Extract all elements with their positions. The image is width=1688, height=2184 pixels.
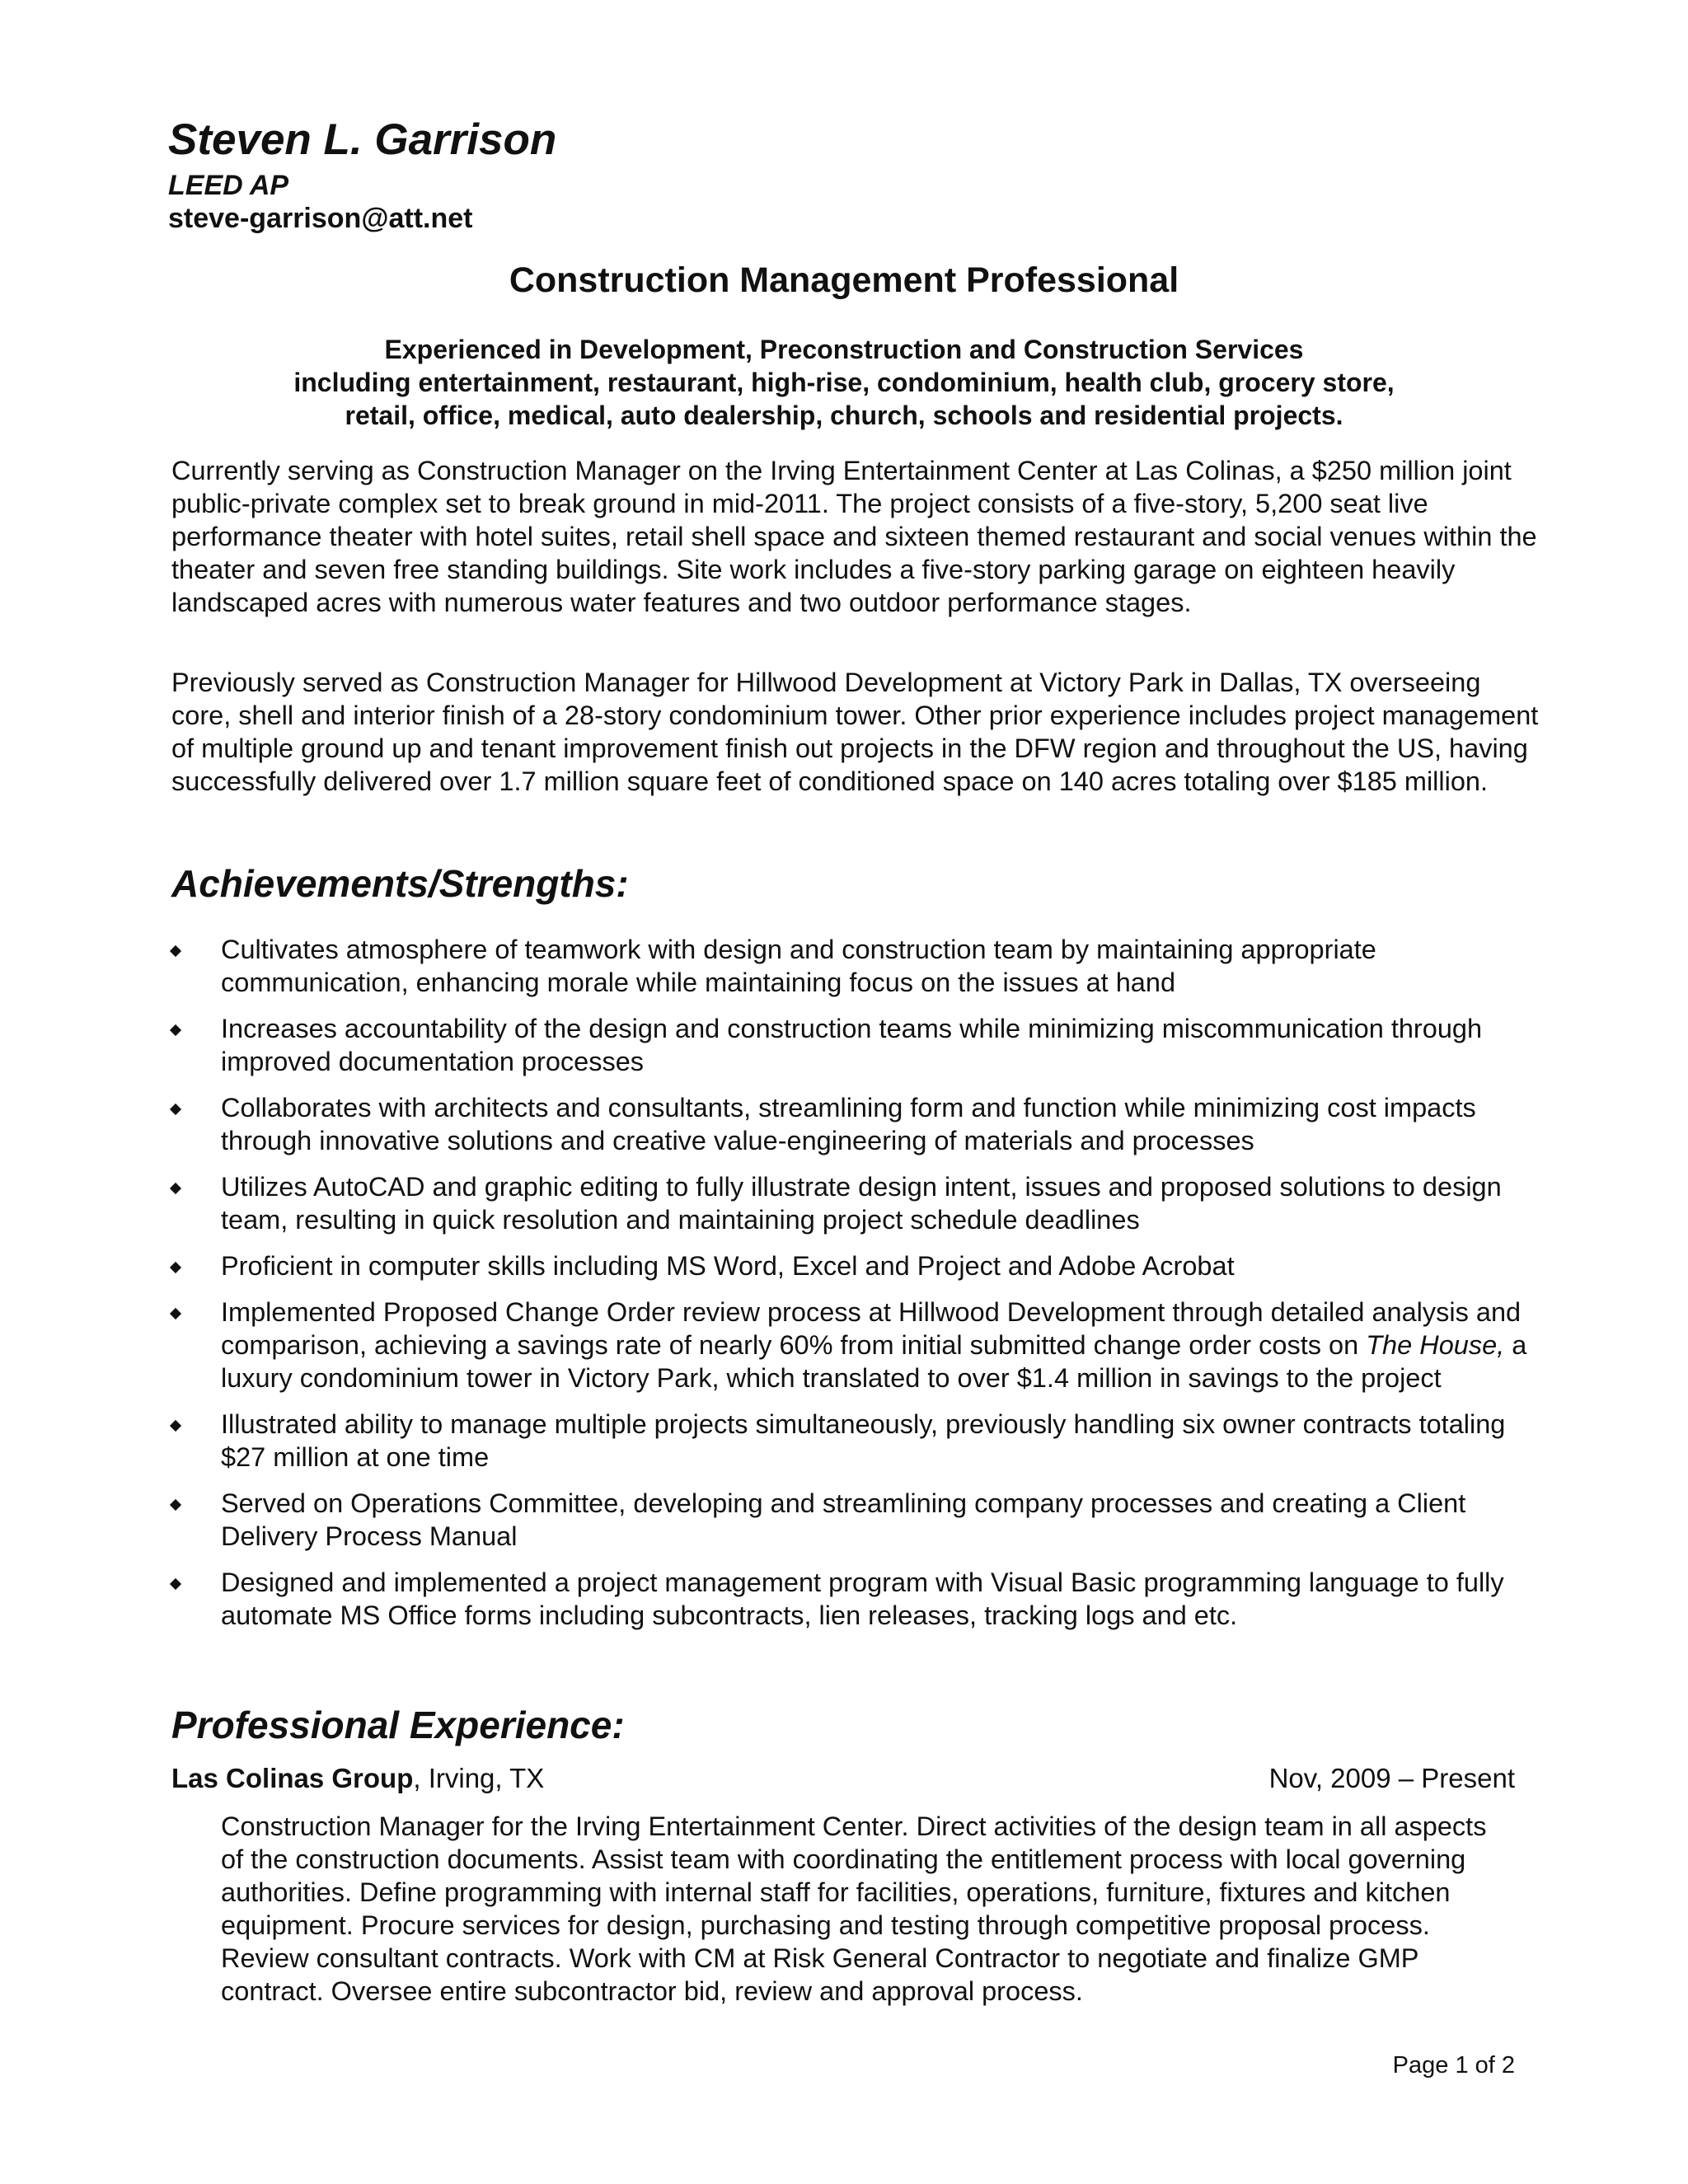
summary-text: Previously served as Construction Manager for Hillwood Development at Victory Park in Dallas, TX overseeing core, shell and interior finish of a 28-story condominium tower. Other prior experience includes project management of multiple ground up and tenant improvement finish out projects in the DFW region and throughout the US, having successfully delivered over 1.7 million square feet of conditioned space on 140 acres totaling over $185 million. <box>171 668 1539 796</box>
subheadline <box>0 333 1688 432</box>
page-number: Page 1 of 2 <box>1392 2052 1515 2079</box>
list-item: Implemented Proposed Change Order review process at Hillwood Development through detailed analysis and comparison, achieving a savings rate of nearly 60% from initial submitted change order costs on The House, a luxury condominium tower in Victory Park, which translated to over $1.4 million in savings to the project <box>171 1296 1540 1394</box>
diamond-bullet-icon <box>170 1262 181 1273</box>
company-name: Las Colinas Group <box>171 1763 414 1793</box>
diamond-bullet-icon <box>170 1024 181 1036</box>
list-item: Utilizes AutoCAD and graphic editing to fully illustrate design intent, issues and proposed solutions to design team, resulting in quick resolution and maintaining project schedule deadlines <box>171 1170 1540 1236</box>
summary-text: Currently serving as Construction Manager on the Irving Entertainment Center at Las Colinas, a $250 million joint public-private complex set to break ground in mid-2011. The project consists of a five-story, 5,200 seat live performance theater with hotel suites, retail shell space and sixteen themed restaurant and social venues within the theater and seven free standing buildings. Site work includes a five-story parking garage on eighteen heavily landscaped acres with numerous water features and two outdoor performance stages. <box>171 456 1537 617</box>
experience-heading: Professional Experience: <box>171 1704 625 1746</box>
subheadline-line: including entertainment, restaurant, high-rise, condominium, health club, grocery store, <box>293 368 1395 397</box>
summary-paragraph <box>171 454 1540 619</box>
diamond-bullet-icon <box>170 1183 181 1194</box>
credential: LEED AP <box>168 170 289 201</box>
list-item: Illustrated ability to manage multiple projects simultaneously, previously handling six owner contracts totaling $27 million at one time <box>171 1408 1540 1474</box>
email-address: steve-garrison@att.net <box>168 203 473 234</box>
list-item: Cultivates atmosphere of teamwork with design and construction team by maintaining appropriate communication, enhancing morale while maintaining focus on the issues at hand <box>171 933 1540 999</box>
job-dates: Nov, 2009 – Present <box>1268 1763 1515 1793</box>
subheadline-line: Experienced in Development, Preconstruction and Construction Services <box>384 335 1304 364</box>
job-header <box>171 1762 1515 1795</box>
diamond-bullet-icon <box>170 1308 181 1319</box>
list-item: Increases accountability of the design and construction teams while minimizing miscommunication through improved documentation processes <box>171 1012 1540 1078</box>
achievements-heading: Achievements/Strengths: <box>171 862 629 905</box>
list-item: Collaborates with architects and consultants, streamlining form and function while minimizing cost impacts through innovative solutions and creative value-engineering of materials and processes <box>171 1091 1540 1157</box>
diamond-bullet-icon <box>170 1499 181 1511</box>
list-item: Served on Operations Committee, developing and streamlining company processes and creating a Client Delivery Process Manual <box>171 1487 1540 1553</box>
job-description: Construction Manager for the Irving Entertainment Center. Direct activities of the design team in all aspects of the construction documents. Assist team with coordinating the entitlement process with local governing authorities. Define programming with internal staff for facilities, operations, furniture, fixtures and kitchen equipment. Procure services for design, purchasing and testing through competitive proposal process. Review consultant contracts. Work with CM at Risk General Contractor to negotiate and finalize GMP contract. Oversee entire subcontractor bid, review and approval process. <box>221 1811 1487 2006</box>
summary-paragraph <box>171 666 1540 798</box>
diamond-bullet-icon <box>170 1420 181 1432</box>
diamond-bullet-icon <box>170 945 181 957</box>
diamond-bullet-icon <box>170 1578 181 1590</box>
candidate-name: Steven L. Garrison <box>168 115 557 164</box>
subheadline-line: retail, office, medical, auto dealership, church, schools and residential projects. <box>345 401 1343 430</box>
list-item: Designed and implemented a project management program with Visual Basic programming language to fully automate MS Office forms including subcontracts, lien releases, tracking logs and etc. <box>171 1566 1540 1632</box>
list-item: Proficient in computer skills including MS Word, Excel and Project and Adobe Acrobat <box>171 1249 1540 1282</box>
project-name: The House, <box>1366 1330 1505 1360</box>
diamond-bullet-icon <box>170 1104 181 1115</box>
job-location: , Irving, TX <box>413 1763 545 1793</box>
headline: Construction Management Professional <box>509 260 1179 300</box>
achievements-list <box>171 933 1540 1645</box>
